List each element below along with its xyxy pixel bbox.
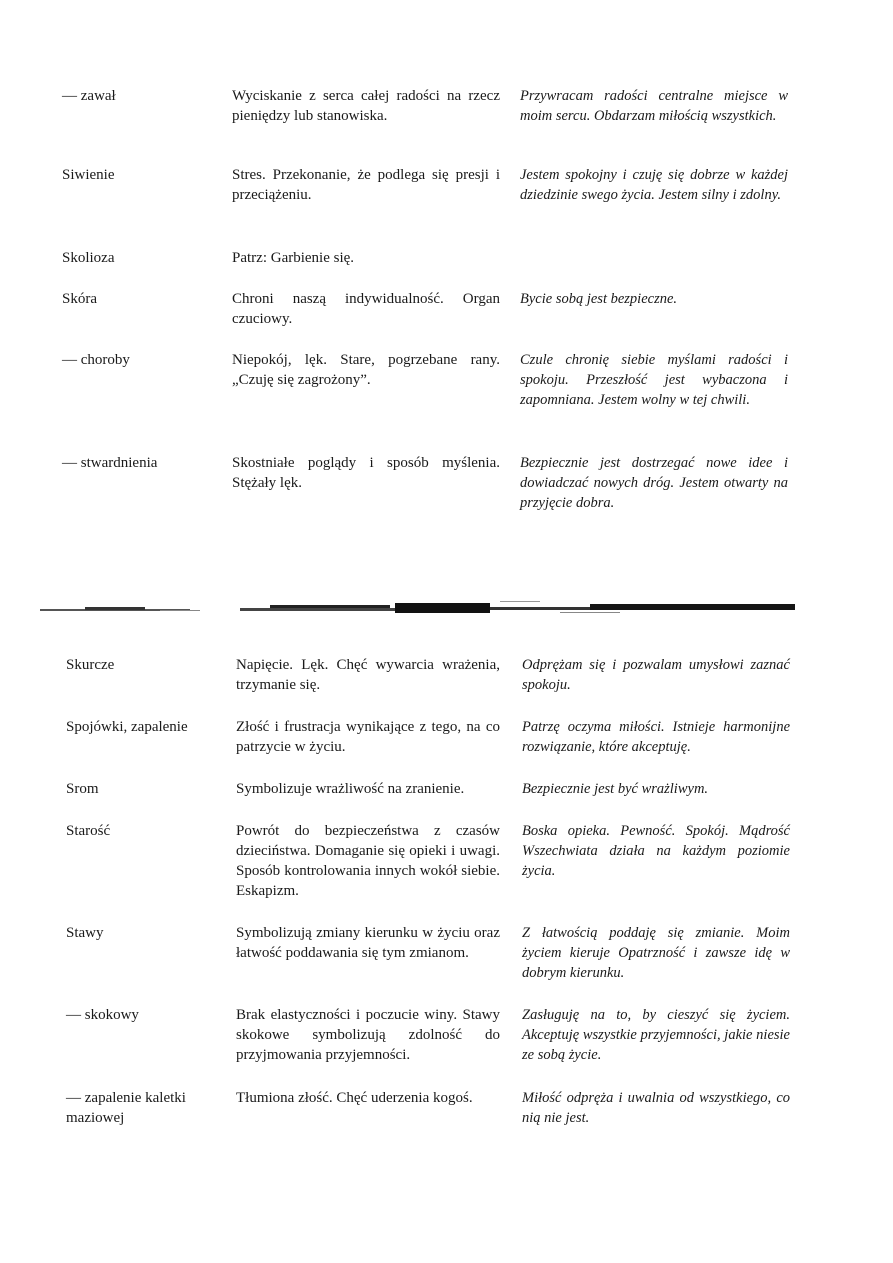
term: — zawał <box>62 88 116 104</box>
cause: Tłumiona złość. Chęć uderzenia kogoś. <box>236 1090 473 1106</box>
cause: Chroni naszą indywidualność. Organ czuciowy. <box>232 291 500 327</box>
term: Srom <box>66 781 99 797</box>
cause: Skostniałe poglądy i sposób myślenia. Stężały lęk. <box>232 455 500 491</box>
cause: Wyciskanie z serca całej radości na rzecz pieniędzy lub stanowiska. <box>232 88 500 124</box>
term: Spojówki, zapalenie <box>66 719 188 735</box>
cause: Brak elastyczności i poczucie winy. Stawy skokowe symbolizują zdolność do przyjmowania przyjemności. <box>236 1007 500 1063</box>
cause: Symbolizuje wrażliwość na zranienie. <box>236 781 465 797</box>
cause: Powrót do bezpieczeństwa z czasów dzieciństwa. Domaganie się opieki i uwagi. Sposób kontrolowania innych wokół siebie. Eskapizm. <box>236 823 500 899</box>
term: — choroby <box>62 352 130 368</box>
cause: Stres. Przekonanie, że podlega się presji i przeciążeniu. <box>232 167 500 203</box>
term: — skokowy <box>66 1007 139 1023</box>
affirmation: Miłość odpręża i uwalnia od wszystkiego, co nią nie jest. <box>522 1090 790 1126</box>
affirmation: Boska opieka. Pewność. Spokój. Mądrość Wszechwiata działa na każdym poziomie życia. <box>522 823 790 879</box>
affirmation: Bezpiecznie jest być wrażliwym. <box>522 781 709 797</box>
term: Skolioza <box>62 250 115 266</box>
cause: Symbolizują zmiany kierunku w życiu oraz łatwość poddawania się tym zmianom. <box>236 925 500 961</box>
term: Stawy <box>66 925 104 941</box>
affirmation: Bycie sobą jest bezpieczne. <box>520 291 678 307</box>
affirmation: Patrzę oczyma miłości. Istnieje harmonijne rozwiązanie, które akceptuję. <box>522 719 790 755</box>
term: Siwienie <box>62 167 115 183</box>
term: — stwardnienia <box>62 455 158 471</box>
affirmation: Czule chronię siebie myślami radości i spokoju. Przeszłość jest wybaczona i zapomniana. Jestem wolny w tej chwili. <box>520 352 788 408</box>
affirmation: Z łatwością poddaję się zmianie. Moim życiem kieruje Opatrzność i zawsze idę w dobrym kierunku. <box>522 925 790 981</box>
affirmation: Przywracam radości centralne miejsce w moim sercu. Obdarzam miłością wszystkich. <box>520 88 788 124</box>
affirmation: Odprężam się i pozwalam umysłowi zaznać spokoju. <box>522 657 790 693</box>
cause: Napięcie. Lęk. Chęć wywarcia wrażenia, trzymanie się. <box>236 657 500 693</box>
affirmation: Zasługuję na to, by cieszyć się życiem. Akceptuję wszystkie przyjemności, jakie niesie ze sobą życie. <box>522 1007 790 1063</box>
term: Skurcze <box>66 657 115 673</box>
affirmation: Jestem spokojny i czuję się dobrze w każdej dziedzinie swego życia. Jestem silny i zdolny. <box>520 167 788 203</box>
scan-divider-line <box>40 598 800 618</box>
term: Starość <box>66 823 111 839</box>
term: — zapalenie kaletki maziowej <box>66 1090 186 1126</box>
cause: Złość i frustracja wynikające z tego, na co patrzycie w życiu. <box>236 719 500 755</box>
affirmation: Bezpiecznie jest dostrzegać nowe idee i dowiadczać nowych dróg. Jestem otwarty na przyjęcie dobra. <box>520 455 788 511</box>
cause: Niepokój, lęk. Stare, pogrzebane rany. „Czuję się zagrożony”. <box>232 352 500 388</box>
cause: Patrz: Garbienie się. <box>232 250 355 266</box>
term: Skóra <box>62 291 97 307</box>
